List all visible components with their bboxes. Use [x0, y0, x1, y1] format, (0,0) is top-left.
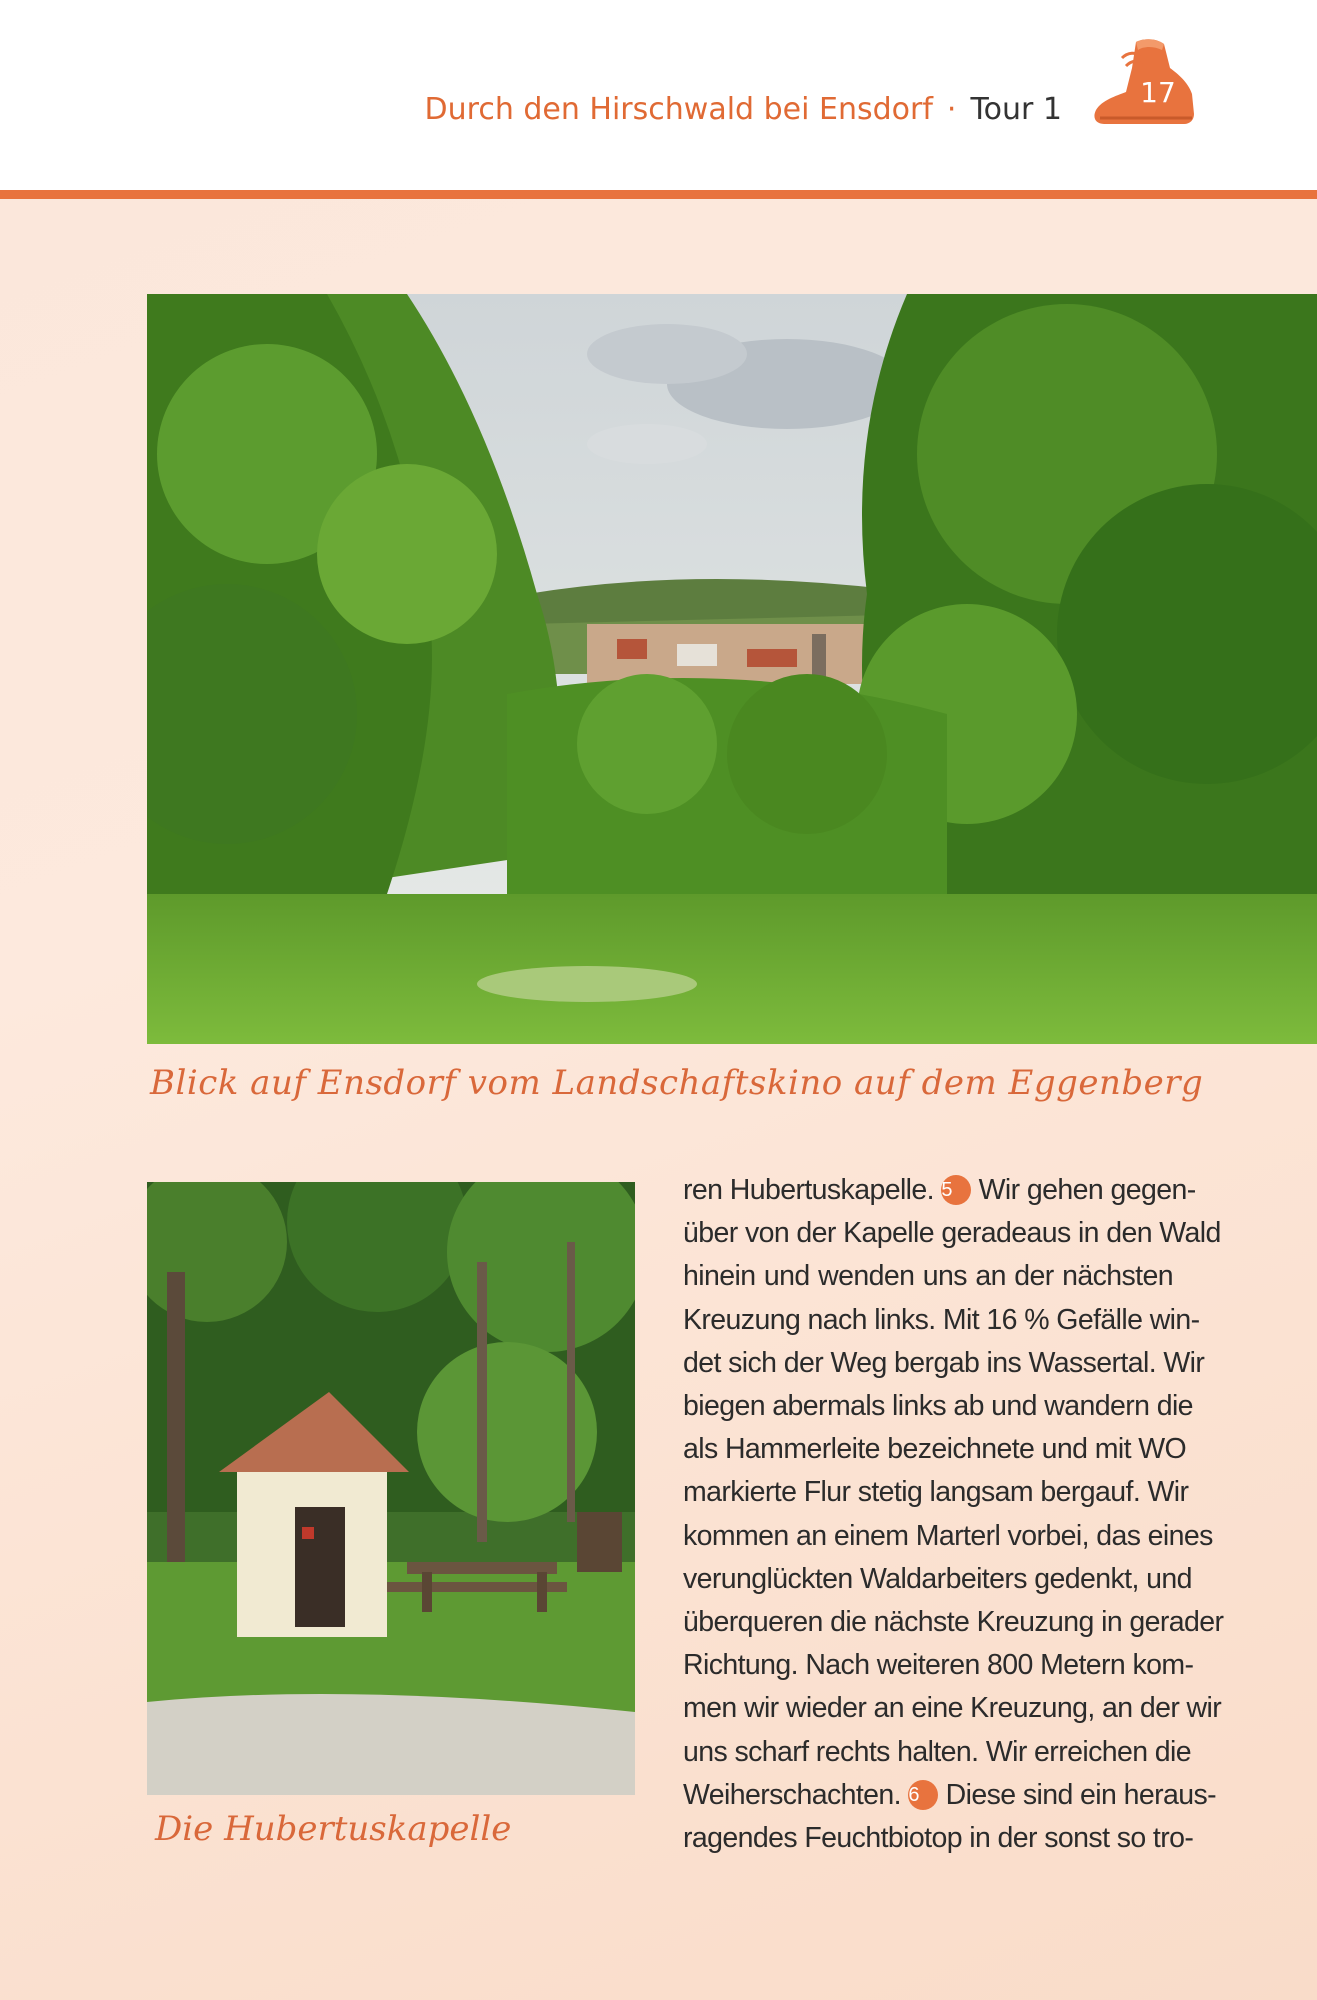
text-line: markierte Flur stetig langsam bergauf. Wir	[683, 1476, 1189, 1509]
text-line: biegen abermals links ab und wandern die	[683, 1390, 1193, 1423]
waypoint-marker-5: 5	[941, 1175, 971, 1205]
running-head	[425, 92, 1062, 127]
chapter-title: Durch den Hirschwald bei Ensdorf	[424, 92, 933, 127]
main-photo-caption: Blick auf Ensdorf vom Landschaftskino auf dem Eggenberg	[150, 1063, 1204, 1103]
hubertuskapelle-photo	[147, 1182, 635, 1795]
body-text	[683, 1169, 1224, 1860]
text-line: ren Hubertuskapelle. 5 Wir gehen gegen-	[683, 1174, 1196, 1206]
page-header	[0, 0, 1317, 190]
text-line: ragendes Feuchtbiotop in der sonst so tro-	[683, 1822, 1194, 1855]
header-rule	[0, 190, 1317, 199]
text-line: uns scharf rechts halten. Wir erreichen die	[683, 1735, 1192, 1768]
tour-label: Tour 1	[970, 92, 1062, 127]
text-line: überqueren die nächste Kreuzung in gerader	[683, 1606, 1224, 1639]
text-line: kommen an einem Marterl vorbei, das eines	[683, 1519, 1213, 1552]
text-line: über von der Kapelle geradeaus in den Wald	[683, 1217, 1221, 1250]
text-line: als Hammerleite bezeichnete und mit WO	[683, 1433, 1187, 1466]
chapel-photo-caption: Die Hubertuskapelle	[155, 1809, 512, 1849]
text-line: det sich der Weg bergab ins Wassertal. Wir	[683, 1346, 1205, 1379]
text-line: Richtung. Nach weiteren 800 Metern kom-	[683, 1649, 1194, 1682]
text-line: Weiherschachten. 6 Diese sind ein heraus-	[683, 1778, 1217, 1811]
ensdorf-view-photo	[147, 294, 1317, 1044]
text-line: verunglückten Waldarbeiters gedenkt, und	[683, 1562, 1192, 1595]
running-head-separator: ·	[946, 92, 957, 127]
text-line: hinein und wenden uns an der nächsten	[683, 1260, 1173, 1293]
waypoint-marker-6: 6	[908, 1780, 938, 1810]
page-content	[0, 199, 1317, 2000]
text-line: men wir wieder an eine Kreuzung, an der wir	[683, 1692, 1222, 1725]
text-line: Kreuzung nach links. Mit 16 % Gefälle win-	[683, 1303, 1200, 1336]
page-number: 17	[1140, 76, 1176, 109]
